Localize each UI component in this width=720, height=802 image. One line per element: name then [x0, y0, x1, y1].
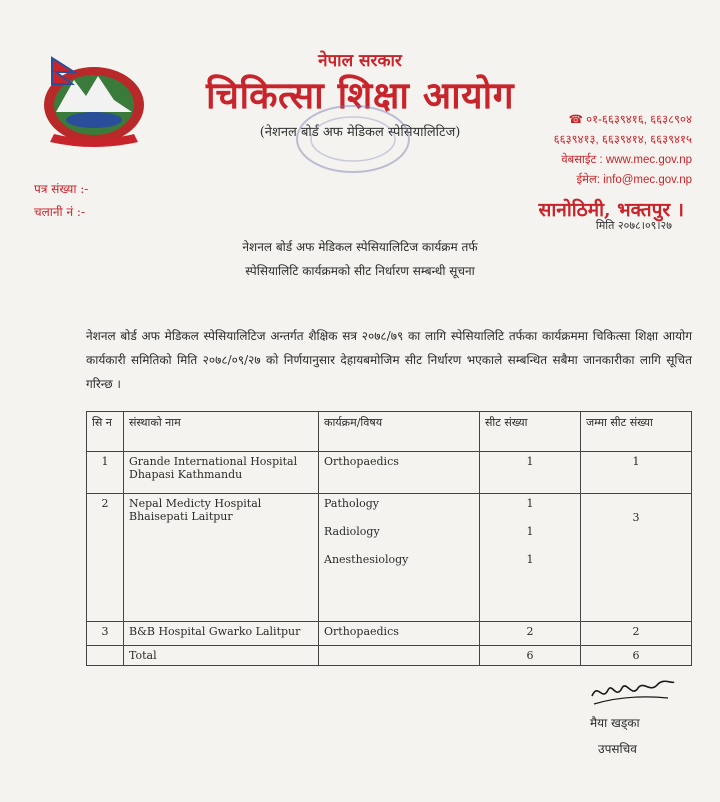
- row-total-value: 3: [632, 511, 640, 524]
- email: ईमेल: info@mec.gov.np: [576, 174, 692, 186]
- table-total-row: [87, 646, 692, 666]
- row-seats: [480, 494, 581, 622]
- location: सानोठिमी, भक्तपुर ।: [538, 199, 684, 221]
- row-institution: Grande International Hospital Dhapasi Kathmandu: [124, 452, 319, 494]
- table-row: [87, 494, 692, 622]
- seat-item: 1: [526, 497, 534, 510]
- grand-total: 6: [581, 646, 692, 666]
- program-item: Radiology: [324, 525, 380, 538]
- signatory-name: मैया खड्का: [590, 716, 640, 730]
- row-sn: 2: [87, 494, 124, 622]
- row-sn: 1: [87, 452, 124, 494]
- website: वेबसाईट : www.mec.gov.np: [561, 154, 692, 166]
- signatory-designation: उपसचिव: [598, 742, 637, 756]
- table-row: [87, 452, 692, 494]
- header-program: कार्यक्रम/विषय: [319, 412, 480, 452]
- row-program: Orthopaedics: [319, 622, 480, 646]
- header-total-seats: जम्मा सीट संख्या: [581, 412, 692, 452]
- phone-numbers-line2: ६६३९४१३, ६६३९४१४, ६६३९४१५: [553, 134, 692, 146]
- program-item: Pathology: [324, 497, 379, 510]
- handwritten-signature: [588, 674, 678, 708]
- seat-item: 1: [526, 525, 534, 538]
- row-institution: Nepal Medicty Hospital Bhaisepati Laitpur: [124, 494, 319, 622]
- notice-title-line1: नेशनल बोर्ड अफ मेडिकल स्पेसियालिटिज कार्यक्रम तर्फ: [242, 240, 478, 254]
- notice-body: नेशनल बोर्ड अफ मेडिकल स्पेसियालिटिज अन्तर्गत शैक्षिक सत्र २०७८/७९ का लागि स्पेसियालिटि तर्फका कार्यक्रममा चिकित्सा शिक्षा आयोग कार्यकारी समितिको मिति २०७८/०९/२७ को निर्णयानुसार देहायबमोजिम सीट निर्धारण भएकाले सम्बन्धित सबैमा जानकारीका लागि सूचित गरिन्छ ।: [86, 329, 692, 391]
- total-sn-empty: [87, 646, 124, 666]
- row-total: 2: [581, 622, 692, 646]
- table-row: [87, 622, 692, 646]
- row-institution: B&B Hospital Gwarko Lalitpur: [124, 622, 319, 646]
- table-header-row: [87, 412, 692, 452]
- header-institution: संस्थाको नाम: [124, 412, 319, 452]
- seat-allocation-table: [86, 411, 692, 666]
- letter-number-label: पत्र संख्या :-: [34, 182, 89, 196]
- letter-date: मिति २०७८।०९।२७: [595, 219, 672, 232]
- dispatch-number-label: चलानी नं :-: [34, 205, 86, 219]
- row-total: 1: [581, 452, 692, 494]
- notice-title-line2: स्पेसियालिटि कार्यक्रमको सीट निर्धारण सम्बन्धी सूचना: [245, 264, 475, 278]
- total-program-empty: [319, 646, 480, 666]
- organization-subtitle: (नेशनल बोर्ड अफ मेडिकल स्पेसियालिटिज): [259, 125, 461, 140]
- phone-numbers-line1: ☎ ०१-६६३९४१६, ६६३८९०४: [568, 114, 692, 126]
- office-stamp: [292, 102, 414, 176]
- header-sn: सि न: [87, 412, 124, 452]
- organization-name: चिकित्सा शिक्षा आयोग: [205, 73, 515, 117]
- total-seats: 6: [480, 646, 581, 666]
- header-seats: सीट संख्या: [480, 412, 581, 452]
- government-title: नेपाल सरकार: [318, 51, 402, 71]
- total-label: Total: [124, 646, 319, 666]
- row-program: Orthopaedics: [319, 452, 480, 494]
- row-programs: [319, 494, 480, 622]
- row-seats: 2: [480, 622, 581, 646]
- row-total: [581, 494, 692, 622]
- program-item: Anesthesiology: [324, 553, 409, 566]
- row-seats: 1: [480, 452, 581, 494]
- seat-item: 1: [526, 553, 534, 566]
- row-sn: 3: [87, 622, 124, 646]
